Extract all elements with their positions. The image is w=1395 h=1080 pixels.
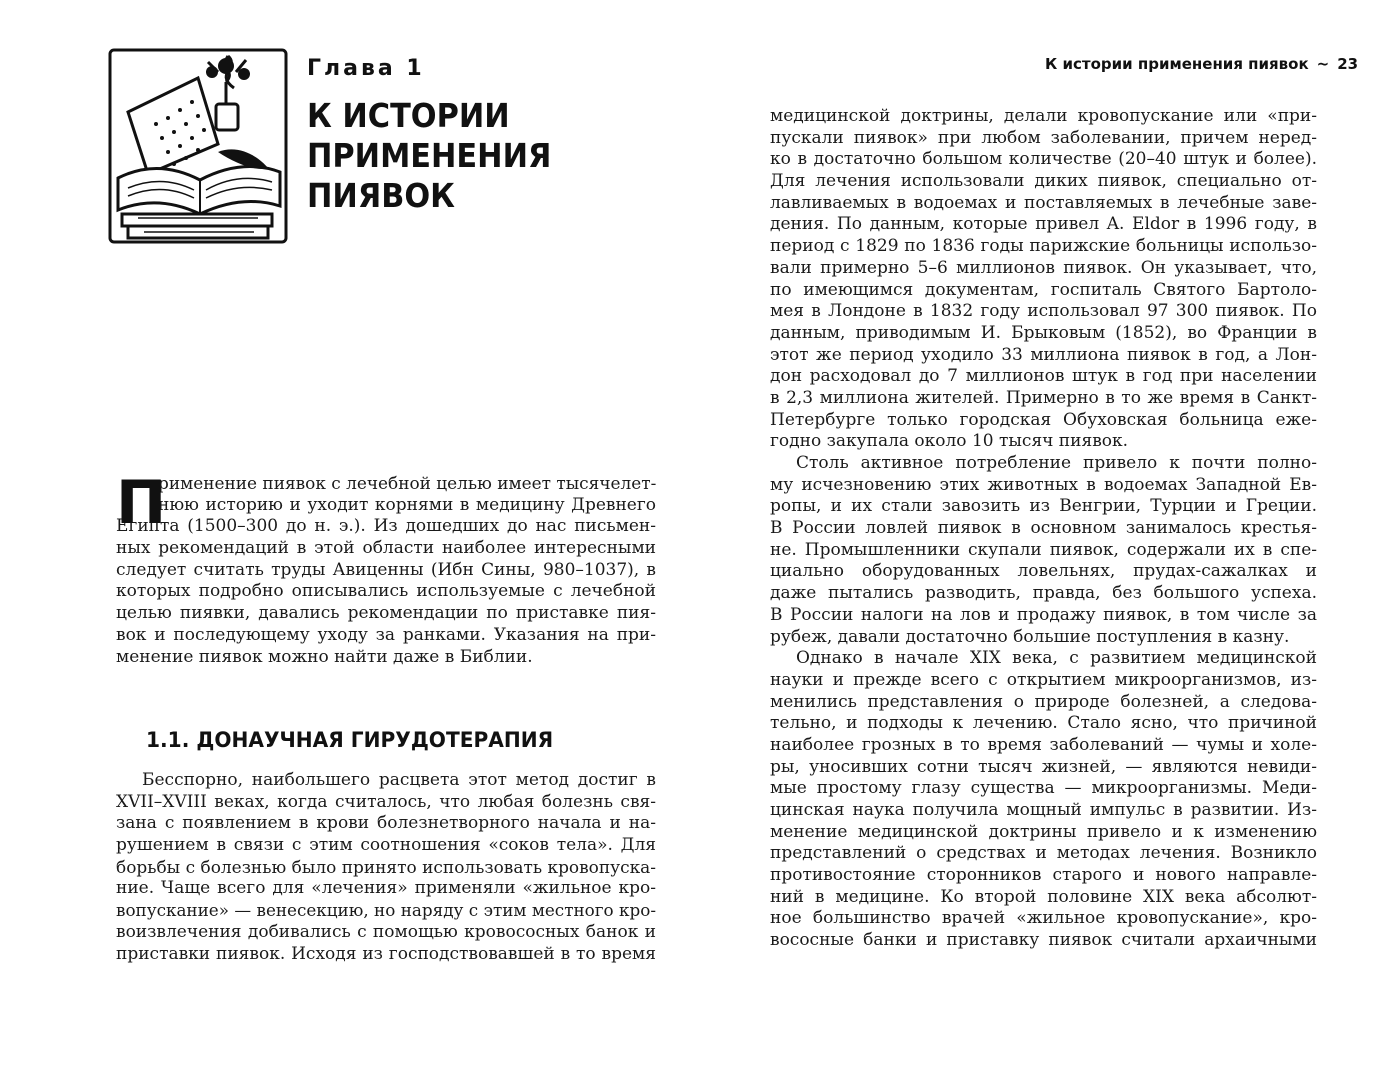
text-line: годно закупала около 10 тысяч пиявок.: [770, 431, 1129, 452]
text-line: Египта (1500–300 до н. э.). Из дошедших до нас письмен-: [116, 516, 656, 537]
text-line: рубеж, давали достаточно большие поступления в казну.: [770, 626, 1290, 647]
chapter-label: Глава 1: [307, 56, 425, 81]
text-line: дон расходовал до 7 миллионов штук в год при населении: [770, 366, 1317, 387]
text-line: по имеющимся документам, госпиталь Святого Бартоло-: [770, 279, 1317, 300]
text-line: мые простому глазу существа — микроорганизмы. Меди-: [770, 778, 1317, 799]
text-line: вососные банки и приставку пиявок считали архаичными: [770, 930, 1317, 951]
text-line: Однако в начале XIX века, с развитием медицинской: [796, 648, 1317, 669]
text-line: борьбы с болезнью было принято использовать кровопуска-: [116, 856, 656, 877]
text-line: менение пиявок можно найти даже в Библии.: [116, 646, 533, 667]
text-line: цинская наука получила мощный импульс в развитии. Из-: [770, 800, 1317, 820]
text-line: не. Промышленники скупали пиявок, содержали их в спе-: [770, 539, 1317, 560]
running-head: [1045, 55, 1359, 73]
text-line: ний в медицине. Ко второй половине XIX века абсолют-: [770, 886, 1317, 907]
text-line: вопускание» — венесекцию, но наряду с этим местного кро-: [116, 900, 656, 921]
text-line: следует считать труды Авиценны (Ибн Сины, 980–1037), в: [116, 559, 656, 580]
text-line: циально оборудованных ловельнях, прудах-сажалках и: [770, 561, 1317, 582]
text-line: Петербурге только городская Обуховская больница еже-: [770, 409, 1317, 430]
text-line: лавливаемых в водоемах и поставляемых в лечебные заве-: [770, 192, 1317, 213]
text-line: ное большинство врачей «жильное кровопускание», кро-: [770, 908, 1317, 929]
text-line: целью пиявки, давались рекомендации по приставке пия-: [116, 603, 656, 624]
section-heading: 1.1. ДОНАУЧНАЯ ГИРУДОТЕРАПИЯ: [146, 728, 554, 752]
text-line: вали примерно 5–6 миллионов пиявок. Он указывает, что,: [770, 257, 1317, 278]
text-line: му исчезновению этих животных в водоемах Западной Ев-: [770, 474, 1317, 495]
text-line: рушением в связи с этим соотношения «соков тела». Для: [116, 835, 656, 856]
text-line: В России налоги на лов и продажу пиявок, в том числе за: [770, 604, 1317, 625]
text-line: медицинской доктрины, делали кровопускание или «при-: [770, 106, 1317, 126]
text-line: Столь активное потребление привело к почти полно-: [796, 453, 1317, 473]
text-line: наиболее грозных в то время заболеваний — чумы и холе-: [770, 734, 1317, 755]
chapter-title-line: ПРИМЕНЕНИЯ: [307, 136, 552, 175]
running-head-title: К истории применения пиявок: [1045, 55, 1309, 73]
text-line: которых подробно описывались используемые с лечебной: [116, 581, 656, 602]
intro-paragraph: [116, 468, 657, 668]
text-line: Бесспорно, наибольшего расцвета этот метод достиг в: [142, 770, 656, 790]
chapter-title-line: К ИСТОРИИ: [307, 96, 510, 135]
text-line: представлений о средствах и методах лечения. Возникло: [770, 843, 1317, 864]
text-line: противостояние сторонников старого и нового направле-: [770, 865, 1317, 886]
text-line: период с 1829 по 1836 годы парижские больницы использо-: [770, 236, 1317, 257]
text-line: воизвлечения добивались с помощью кровососных банок и: [116, 921, 656, 942]
text-line: менение медицинской доктрины привело и к изменению: [770, 821, 1317, 842]
text-line: ных рекомендаций в этой области наиболее интересными: [116, 538, 656, 559]
text-line: в 2,3 миллиона жителей. Примерно в то же время в Санкт-: [770, 387, 1317, 408]
text-line: мея в Лондоне в 1832 году использовал 97 300 пиявок. По: [770, 301, 1317, 322]
text-line: вок и последующему уходу за ранками. Указания на при-: [116, 624, 656, 645]
text-line: дения. По данным, которые привел A. Eldor в 1996 году, в: [770, 214, 1317, 235]
text-line: даже пытались разводить, правда, без большого успеха.: [770, 583, 1317, 604]
text-line: науки и прежде всего с открытием микроорганизмов, из-: [770, 669, 1317, 690]
text-line: ние. Чаще всего для «лечения» применяли «жильное кро-: [116, 878, 656, 899]
text-line: В России ловлей пиявок в основном занималось крестья-: [770, 518, 1317, 539]
text-line: тельно, и подходы к лечению. Стало ясно, что причиной: [770, 713, 1317, 734]
drop-cap: П: [116, 468, 167, 538]
text-line: ры, уносивших сотни тысяч жизней, — являются невиди-: [770, 756, 1317, 777]
text-line: ропы, и их стали завозить из Венгрии, Турции и Греции.: [770, 496, 1317, 517]
chapter-illustration: [108, 48, 288, 244]
running-head-separator: ~: [1316, 55, 1330, 73]
text-line: нюю историю и уходит корнями в медицину Древнего: [158, 494, 656, 515]
text-line: Для лечения использовали диких пиявок, специально от-: [770, 171, 1317, 192]
text-line: рименение пиявок с лечебной целью имеет тысячелет-: [158, 473, 657, 493]
chapter-title: [307, 96, 657, 216]
right-page-text: [770, 106, 1317, 952]
text-line: приставки пиявок. Исходя из господствовавшей в то время: [116, 943, 656, 964]
page-number: 23: [1337, 55, 1359, 73]
text-line: данным, приводимым И. Брыковым (1852), во Франции в: [770, 322, 1317, 343]
text-line: пускали пиявок» при любом заболевании, причем неред-: [770, 127, 1317, 148]
books-and-plant-illustration: [108, 48, 288, 244]
left-page: [0, 0, 697, 1080]
text-line: этот же период уходило 33 миллиона пиявок в год, а Лон-: [770, 344, 1317, 365]
text-line: ко в достаточно большом количестве (20–40 штук и более).: [770, 149, 1317, 170]
text-line: менились представления о природе болезней, а следова-: [770, 691, 1317, 712]
text-line: зана с появлением в крови болезнетворного начала и на-: [116, 813, 656, 834]
text-line: XVII–XVIII веках, когда считалось, что любая болезнь свя-: [116, 791, 656, 812]
section-paragraph: [116, 770, 656, 965]
chapter-title-line: ПИЯВОК: [307, 176, 455, 215]
